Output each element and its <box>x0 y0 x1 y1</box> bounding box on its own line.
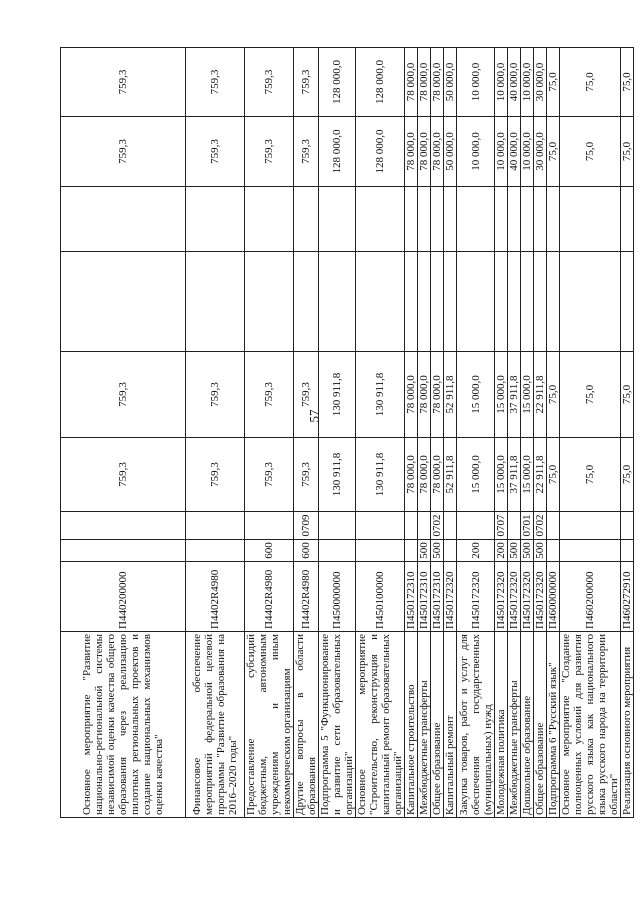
row-value-1: 75,0 <box>621 438 634 512</box>
row-kvr: 200 <box>495 540 508 562</box>
row-empty-cell <box>508 187 521 252</box>
row-rz <box>356 512 405 540</box>
row-value-5: 50 000,0 <box>444 48 457 117</box>
row-value-1: 130 911,8 <box>319 438 356 512</box>
row-value-4: 78 000,0 <box>431 117 444 187</box>
page-number: 57 <box>306 409 322 423</box>
row-name: Подпрограмма 6 "Русский язык" <box>547 632 560 818</box>
row-name: Основное мероприятие "Создание полноценных условий для развития русского языка как национального языка русского народа на территории области" <box>560 632 621 818</box>
row-kvr <box>356 540 405 562</box>
table-row <box>431 48 444 818</box>
table-row <box>405 48 418 818</box>
row-name: Финансовое обеспечение мероприятий федеральной целевой программы "Развитие образования на 2016–2020 годы" <box>186 632 245 818</box>
row-value-3 <box>356 252 405 352</box>
row-value-5: 128 000,0 <box>356 48 405 117</box>
table-row <box>186 48 245 818</box>
row-empty-cell <box>245 187 294 252</box>
row-rz <box>508 512 521 540</box>
row-value-3 <box>294 252 319 352</box>
row-value-5: 759,3 <box>186 48 245 117</box>
row-value-1: 15 000,0 <box>521 438 534 512</box>
row-kvr <box>186 540 245 562</box>
row-name: Другие вопросы в области образования <box>294 632 319 818</box>
row-value-1: 78 000,0 <box>431 438 444 512</box>
row-kcsr: П450172320 <box>495 562 508 632</box>
row-empty-cell <box>431 187 444 252</box>
row-value-3 <box>457 252 495 352</box>
row-empty-cell <box>405 187 418 252</box>
table-row <box>534 48 547 818</box>
row-value-1: 15 000,0 <box>495 438 508 512</box>
row-value-2: 75,0 <box>621 352 634 438</box>
row-empty-cell <box>457 187 495 252</box>
row-value-3 <box>560 252 621 352</box>
row-value-1: 78 000,0 <box>418 438 431 512</box>
row-value-5: 759,3 <box>245 48 294 117</box>
row-value-5: 78 000,0 <box>431 48 444 117</box>
row-name: Межбюджетные трансферты <box>508 632 521 818</box>
row-value-5: 128 000,0 <box>319 48 356 117</box>
table-row <box>547 48 560 818</box>
row-value-4: 10 000,0 <box>521 117 534 187</box>
row-name: Капитальный ремонт <box>444 632 457 818</box>
row-kcsr: П450172320 <box>457 562 495 632</box>
row-name: Реализация основного мероприятия <box>621 632 634 818</box>
row-value-4: 10 000,0 <box>457 117 495 187</box>
budget-table-body <box>61 48 634 818</box>
row-empty-cell <box>294 187 319 252</box>
row-kvr: 200 <box>457 540 495 562</box>
row-kcsr: П4402R4980 <box>186 562 245 632</box>
row-rz: 0709 <box>294 512 319 540</box>
table-row <box>294 48 319 818</box>
row-rz: 0702 <box>534 512 547 540</box>
row-empty-cell <box>319 187 356 252</box>
table-row <box>621 48 634 818</box>
row-empty-cell <box>356 187 405 252</box>
row-value-1: 78 000,0 <box>405 438 418 512</box>
row-name: Основное мероприятие "Строительство, реконструкция и капитальный ремонт образовательных организаций" <box>356 632 405 818</box>
row-rz <box>319 512 356 540</box>
table-row <box>560 48 621 818</box>
row-value-2: 759,3 <box>61 352 186 438</box>
row-value-4: 10 000,0 <box>495 117 508 187</box>
row-kvr <box>444 540 457 562</box>
row-value-1: 15 000,0 <box>457 438 495 512</box>
row-name: Основное мероприятие "Развитие национально-региональной системы независимой оценки качества общего образования через реализацию пилотных региональных проектов и создание национальных механизмов оценки качества" <box>61 632 186 818</box>
row-kcsr: П440200000 <box>61 562 186 632</box>
row-value-2: 78 000,0 <box>418 352 431 438</box>
row-kvr: 500 <box>431 540 444 562</box>
row-value-1: 22 911,8 <box>534 438 547 512</box>
row-empty-cell <box>444 187 457 252</box>
row-empty-cell <box>418 187 431 252</box>
row-value-1: 37 911,8 <box>508 438 521 512</box>
row-name: Закупка товаров, работ и услуг для обеспечения государственных (муниципальных) нужд <box>457 632 495 818</box>
row-value-2: 22 911,8 <box>534 352 547 438</box>
table-row <box>444 48 457 818</box>
row-kvr <box>547 540 560 562</box>
row-rz <box>444 512 457 540</box>
row-kcsr: П450172320 <box>534 562 547 632</box>
row-empty-cell <box>495 187 508 252</box>
row-value-4: 75,0 <box>560 117 621 187</box>
row-kvr <box>319 540 356 562</box>
table-row <box>508 48 521 818</box>
row-kvr: 500 <box>418 540 431 562</box>
table-row <box>245 48 294 818</box>
row-value-4: 759,3 <box>245 117 294 187</box>
row-rz <box>457 512 495 540</box>
row-value-3 <box>61 252 186 352</box>
row-rz: 0701 <box>521 512 534 540</box>
row-empty-cell <box>621 187 634 252</box>
row-rz <box>405 512 418 540</box>
row-empty-cell <box>534 187 547 252</box>
row-empty-cell <box>547 187 560 252</box>
budget-table <box>60 47 634 818</box>
row-value-3 <box>319 252 356 352</box>
row-value-3 <box>621 252 634 352</box>
row-empty-cell <box>560 187 621 252</box>
row-value-5: 10 000,0 <box>457 48 495 117</box>
row-kvr: 600 <box>245 540 294 562</box>
row-rz <box>418 512 431 540</box>
row-value-3 <box>444 252 457 352</box>
row-value-5: 75,0 <box>560 48 621 117</box>
rotated-page-area <box>60 48 633 818</box>
row-value-1: 759,3 <box>61 438 186 512</box>
row-value-4: 78 000,0 <box>418 117 431 187</box>
row-value-2: 37 911,8 <box>508 352 521 438</box>
row-kcsr: П450172310 <box>405 562 418 632</box>
row-name: Капитальное строительство <box>405 632 418 818</box>
row-empty-cell <box>61 187 186 252</box>
row-value-2: 130 911,8 <box>356 352 405 438</box>
row-value-4: 128 000,0 <box>356 117 405 187</box>
row-value-5: 759,3 <box>294 48 319 117</box>
row-kcsr: П460272910 <box>621 562 634 632</box>
row-value-4: 128 000,0 <box>319 117 356 187</box>
row-value-4: 75,0 <box>547 117 560 187</box>
row-value-5: 30 000,0 <box>534 48 547 117</box>
row-value-3 <box>245 252 294 352</box>
row-name: Межбюджетные трансферты <box>418 632 431 818</box>
row-rz: 0707 <box>495 512 508 540</box>
row-value-5: 759,3 <box>61 48 186 117</box>
row-value-4: 759,3 <box>186 117 245 187</box>
row-value-2: 15 000,0 <box>457 352 495 438</box>
row-value-4: 40 000,0 <box>508 117 521 187</box>
row-value-5: 78 000,0 <box>405 48 418 117</box>
row-kvr <box>61 540 186 562</box>
table-row <box>61 48 186 818</box>
row-rz <box>560 512 621 540</box>
row-value-2: 75,0 <box>547 352 560 438</box>
row-kcsr: П450100000 <box>356 562 405 632</box>
row-kcsr: П460000000 <box>547 562 560 632</box>
row-value-2: 759,3 <box>294 352 319 438</box>
row-value-5: 75,0 <box>547 48 560 117</box>
row-rz <box>186 512 245 540</box>
row-value-3 <box>405 252 418 352</box>
row-value-3 <box>534 252 547 352</box>
row-value-3 <box>495 252 508 352</box>
row-rz <box>245 512 294 540</box>
row-value-4: 75,0 <box>621 117 634 187</box>
row-value-1: 130 911,8 <box>356 438 405 512</box>
row-rz: 0702 <box>431 512 444 540</box>
row-value-1: 759,3 <box>186 438 245 512</box>
row-kcsr: П450172320 <box>521 562 534 632</box>
row-value-1: 759,3 <box>245 438 294 512</box>
row-kcsr: П460200000 <box>560 562 621 632</box>
row-name: Дошкольное образование <box>521 632 534 818</box>
row-value-2: 78 000,0 <box>431 352 444 438</box>
row-value-4: 50 000,0 <box>444 117 457 187</box>
row-value-2: 75,0 <box>560 352 621 438</box>
row-kcsr: П450172320 <box>444 562 457 632</box>
row-kcsr: П4402R4980 <box>294 562 319 632</box>
row-kvr: 500 <box>534 540 547 562</box>
row-name: Общее образование <box>431 632 444 818</box>
row-kcsr: П450172310 <box>431 562 444 632</box>
table-row <box>418 48 431 818</box>
row-value-3 <box>508 252 521 352</box>
table-row <box>457 48 495 818</box>
table-row <box>356 48 405 818</box>
row-value-5: 78 000,0 <box>418 48 431 117</box>
row-value-4: 78 000,0 <box>405 117 418 187</box>
row-rz <box>547 512 560 540</box>
row-value-1: 52 911,8 <box>444 438 457 512</box>
row-kcsr: П4402R4980 <box>245 562 294 632</box>
row-rz <box>621 512 634 540</box>
row-value-4: 759,3 <box>61 117 186 187</box>
row-value-4: 30 000,0 <box>534 117 547 187</box>
row-value-2: 759,3 <box>245 352 294 438</box>
table-row <box>521 48 534 818</box>
row-value-3 <box>521 252 534 352</box>
row-value-3 <box>418 252 431 352</box>
row-value-2: 759,3 <box>186 352 245 438</box>
row-rz <box>61 512 186 540</box>
row-kcsr: П450172320 <box>508 562 521 632</box>
row-name: Подпрограмма 5 "Функционирование и развитие сети образовательных организаций" <box>319 632 356 818</box>
table-row <box>319 48 356 818</box>
row-kcsr: П450000000 <box>319 562 356 632</box>
row-value-2: 15 000,0 <box>495 352 508 438</box>
row-name: Молодежная политика <box>495 632 508 818</box>
row-value-2: 130 911,8 <box>319 352 356 438</box>
row-value-5: 40 000,0 <box>508 48 521 117</box>
row-kvr: 500 <box>521 540 534 562</box>
row-kvr <box>621 540 634 562</box>
row-kvr: 500 <box>508 540 521 562</box>
row-value-1: 75,0 <box>547 438 560 512</box>
row-value-4: 759,3 <box>294 117 319 187</box>
row-value-2: 15 000,0 <box>521 352 534 438</box>
row-value-3 <box>547 252 560 352</box>
row-value-1: 75,0 <box>560 438 621 512</box>
row-value-3 <box>431 252 444 352</box>
row-value-2: 78 000,0 <box>405 352 418 438</box>
row-value-1: 759,3 <box>294 438 319 512</box>
row-value-5: 75,0 <box>621 48 634 117</box>
row-kcsr: П450172310 <box>418 562 431 632</box>
row-kvr <box>405 540 418 562</box>
row-kvr: 600 <box>294 540 319 562</box>
row-kvr <box>560 540 621 562</box>
row-empty-cell <box>521 187 534 252</box>
row-name: Общее образование <box>534 632 547 818</box>
row-value-2: 52 911,8 <box>444 352 457 438</box>
row-value-5: 10 000,0 <box>521 48 534 117</box>
row-empty-cell <box>186 187 245 252</box>
table-row <box>495 48 508 818</box>
rotated-table-container <box>60 48 633 818</box>
row-value-3 <box>186 252 245 352</box>
row-value-5: 10 000,0 <box>495 48 508 117</box>
row-name: Предоставление субсидий бюджетным, автономным учреждениям и иным некоммерческим организациям <box>245 632 294 818</box>
